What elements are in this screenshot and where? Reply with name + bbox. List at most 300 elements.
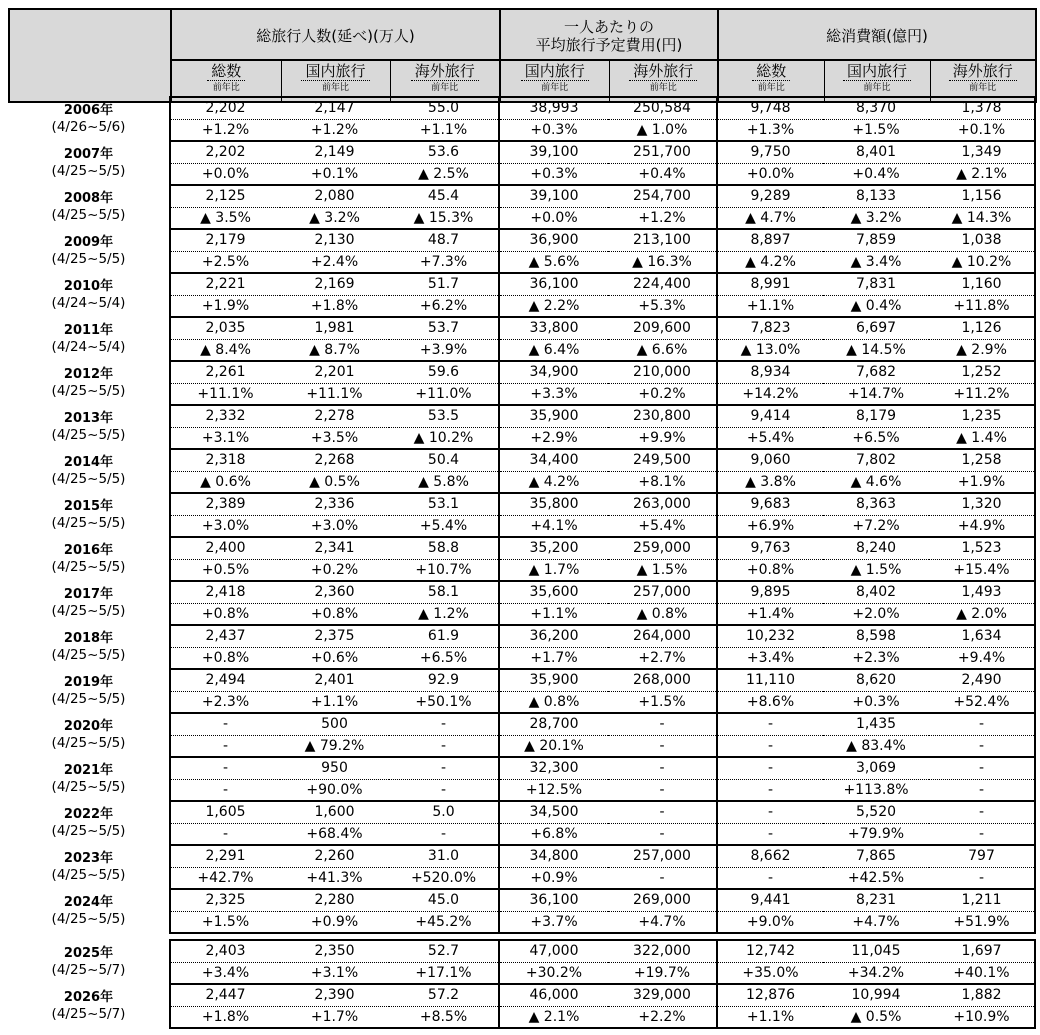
value-cell-total-travelers: 2,291 <box>170 845 280 867</box>
change-cell-domestic-spending: +4.7% <box>823 911 929 933</box>
value-cell-domestic-travelers: 500 <box>280 713 389 735</box>
value-cell-overseas-spending: - <box>929 713 1035 735</box>
value-cell-domestic-spending: 7,831 <box>823 273 929 295</box>
value-cell-total-travelers: 2,437 <box>170 625 280 647</box>
change-cell-total-spending: ▲ 13.0% <box>717 339 823 361</box>
value-cell-overseas-travelers: 45.0 <box>389 889 499 911</box>
change-cell-domestic-cost: +2.9% <box>499 427 608 449</box>
col-header-overseas-spending: 海外旅行 前年比 <box>930 60 1036 102</box>
year-row-values <box>8 537 1035 559</box>
value-cell-domestic-travelers: 2,280 <box>280 889 389 911</box>
period-label: (4/25~5/5) <box>51 471 126 487</box>
change-cell-domestic-cost: +0.0% <box>499 207 608 229</box>
value-cell-overseas-travelers: 61.9 <box>389 625 499 647</box>
change-cell-total-spending: +9.0% <box>717 911 823 933</box>
value-cell-total-spending: 12,742 <box>717 940 823 962</box>
change-cell-domestic-cost: ▲ 1.7% <box>499 559 608 581</box>
value-cell-overseas-travelers: 45.4 <box>389 185 499 207</box>
value-cell-overseas-travelers: 57.2 <box>389 984 499 1006</box>
change-cell-total-spending: - <box>717 735 823 757</box>
value-cell-domestic-cost: 36,200 <box>499 625 608 647</box>
value-cell-overseas-cost: 257,000 <box>608 581 717 603</box>
value-cell-overseas-cost: 269,000 <box>608 889 717 911</box>
change-cell-overseas-spending: +11.2% <box>929 383 1035 405</box>
change-cell-total-spending: +8.6% <box>717 691 823 713</box>
value-cell-overseas-travelers: 52.7 <box>389 940 499 962</box>
change-cell-domestic-cost: ▲ 20.1% <box>499 735 608 757</box>
change-cell-total-spending: +1.3% <box>717 119 823 141</box>
group-header-cost: 一人あたりの 平均旅行予定費用(円) <box>500 9 718 60</box>
value-cell-domestic-travelers: 2,147 <box>280 97 389 119</box>
value-cell-overseas-spending: 1,378 <box>929 97 1035 119</box>
year-label: 2021年 <box>63 763 114 778</box>
value-cell-domestic-cost: 35,600 <box>499 581 608 603</box>
period-label: (4/25~5/5) <box>51 867 126 883</box>
value-cell-total-travelers: 2,261 <box>170 361 280 383</box>
change-cell-domestic-cost: +1.7% <box>499 647 608 669</box>
year-row-values <box>8 141 1035 163</box>
value-cell-domestic-cost: 28,700 <box>499 713 608 735</box>
change-cell-total-spending: +1.4% <box>717 603 823 625</box>
value-cell-total-travelers: 2,325 <box>170 889 280 911</box>
value-cell-overseas-spending: 2,490 <box>929 669 1035 691</box>
value-cell-total-spending: 10,232 <box>717 625 823 647</box>
change-cell-total-spending: +0.8% <box>717 559 823 581</box>
change-cell-domestic-cost: +3.3% <box>499 383 608 405</box>
value-cell-overseas-travelers: 50.4 <box>389 449 499 471</box>
value-cell-overseas-cost: 264,000 <box>608 625 717 647</box>
value-cell-overseas-cost: 224,400 <box>608 273 717 295</box>
year-label: 2023年 <box>63 851 114 866</box>
change-cell-overseas-spending: +40.1% <box>929 962 1035 984</box>
value-cell-overseas-cost: 213,100 <box>608 229 717 251</box>
value-cell-domestic-spending: 7,802 <box>823 449 929 471</box>
value-cell-domestic-travelers: 2,360 <box>280 581 389 603</box>
value-cell-overseas-travelers: 53.6 <box>389 141 499 163</box>
change-cell-overseas-travelers: +50.1% <box>389 691 499 713</box>
change-cell-overseas-spending: - <box>929 867 1035 889</box>
change-cell-domestic-travelers: +1.1% <box>280 691 389 713</box>
group-header-spending: 総消費額(億円) <box>718 9 1036 60</box>
change-cell-overseas-travelers: ▲ 5.8% <box>389 471 499 493</box>
value-cell-overseas-spending: 1,038 <box>929 229 1035 251</box>
value-cell-overseas-travelers: 92.9 <box>389 669 499 691</box>
year-cell <box>8 669 170 713</box>
change-cell-domestic-spending: ▲ 1.5% <box>823 559 929 581</box>
value-cell-total-spending: 9,750 <box>717 141 823 163</box>
year-row-values <box>8 713 1035 735</box>
change-cell-total-travelers: +1.9% <box>170 295 280 317</box>
value-cell-domestic-spending: 8,402 <box>823 581 929 603</box>
period-label: (4/25~5/5) <box>51 383 126 399</box>
change-cell-domestic-cost: ▲ 2.1% <box>499 1006 608 1028</box>
value-cell-domestic-travelers: 2,390 <box>280 984 389 1006</box>
value-cell-total-travelers: 2,447 <box>170 984 280 1006</box>
value-cell-domestic-cost: 39,100 <box>499 141 608 163</box>
year-label: 2022年 <box>63 807 114 822</box>
value-cell-domestic-cost: 33,800 <box>499 317 608 339</box>
year-label: 2009年 <box>63 235 114 250</box>
change-cell-domestic-travelers: ▲ 0.5% <box>280 471 389 493</box>
year-row-values <box>8 625 1035 647</box>
year-row-values <box>8 581 1035 603</box>
value-cell-total-travelers: 2,403 <box>170 940 280 962</box>
change-cell-domestic-spending: +0.3% <box>823 691 929 713</box>
change-cell-domestic-spending: +14.7% <box>823 383 929 405</box>
value-cell-domestic-spending: 5,520 <box>823 801 929 823</box>
value-cell-overseas-spending: 1,156 <box>929 185 1035 207</box>
change-cell-overseas-cost: - <box>608 779 717 801</box>
change-cell-domestic-cost: +0.3% <box>499 163 608 185</box>
change-cell-overseas-travelers: +5.4% <box>389 515 499 537</box>
col-header-overseas-travelers: 海外旅行 前年比 <box>390 60 500 102</box>
change-cell-overseas-travelers: +6.5% <box>389 647 499 669</box>
change-cell-total-travelers: +42.7% <box>170 867 280 889</box>
change-cell-total-travelers: - <box>170 735 280 757</box>
value-cell-total-spending: 9,763 <box>717 537 823 559</box>
year-cell <box>8 625 170 669</box>
change-cell-overseas-travelers: ▲ 15.3% <box>389 207 499 229</box>
change-cell-overseas-spending: - <box>929 779 1035 801</box>
value-cell-overseas-travelers: 59.6 <box>389 361 499 383</box>
change-cell-domestic-travelers: +0.2% <box>280 559 389 581</box>
year-row-values <box>8 889 1035 911</box>
change-cell-total-travelers: ▲ 0.6% <box>170 471 280 493</box>
value-cell-domestic-cost: 38,993 <box>499 97 608 119</box>
value-cell-domestic-travelers: 1,600 <box>280 801 389 823</box>
change-cell-overseas-spending: ▲ 2.9% <box>929 339 1035 361</box>
change-cell-total-travelers: +0.8% <box>170 647 280 669</box>
col-header-domestic-travelers: 国内旅行 前年比 <box>281 60 390 102</box>
change-cell-overseas-cost: - <box>608 735 717 757</box>
change-cell-overseas-travelers: ▲ 1.2% <box>389 603 499 625</box>
value-cell-domestic-spending: 8,620 <box>823 669 929 691</box>
change-cell-total-travelers: +3.4% <box>170 962 280 984</box>
change-cell-total-spending: ▲ 3.8% <box>717 471 823 493</box>
value-cell-domestic-travelers: 2,336 <box>280 493 389 515</box>
value-cell-total-spending: 9,895 <box>717 581 823 603</box>
period-label: (4/25~5/5) <box>51 911 126 927</box>
col-header-domestic-cost: 国内旅行 前年比 <box>500 60 609 102</box>
change-cell-overseas-spending: +15.4% <box>929 559 1035 581</box>
change-cell-overseas-spending: +4.9% <box>929 515 1035 537</box>
change-cell-total-spending: +0.0% <box>717 163 823 185</box>
value-cell-total-spending: 11,110 <box>717 669 823 691</box>
change-cell-overseas-travelers: +7.3% <box>389 251 499 273</box>
change-cell-overseas-cost: ▲ 16.3% <box>608 251 717 273</box>
change-cell-domestic-spending: +0.4% <box>823 163 929 185</box>
change-cell-total-travelers: +1.5% <box>170 911 280 933</box>
change-cell-domestic-travelers: +41.3% <box>280 867 389 889</box>
value-cell-overseas-cost: - <box>608 757 717 779</box>
year-cell <box>8 361 170 405</box>
change-cell-overseas-travelers: +520.0% <box>389 867 499 889</box>
change-cell-domestic-spending: ▲ 0.4% <box>823 295 929 317</box>
change-cell-domestic-travelers: ▲ 79.2% <box>280 735 389 757</box>
value-cell-total-travelers: 2,332 <box>170 405 280 427</box>
value-cell-domestic-travelers: 2,260 <box>280 845 389 867</box>
year-row-values <box>8 97 1035 119</box>
change-cell-total-spending: +14.2% <box>717 383 823 405</box>
change-cell-total-travelers: +0.5% <box>170 559 280 581</box>
year-label: 2025年 <box>63 946 114 961</box>
table-header <box>8 8 1037 103</box>
change-cell-domestic-cost: +0.3% <box>499 119 608 141</box>
value-cell-domestic-travelers: 2,401 <box>280 669 389 691</box>
change-cell-overseas-travelers: ▲ 2.5% <box>389 163 499 185</box>
value-cell-domestic-spending: 3,069 <box>823 757 929 779</box>
change-cell-total-spending: - <box>717 867 823 889</box>
change-cell-overseas-spending: +52.4% <box>929 691 1035 713</box>
change-cell-total-spending: +1.1% <box>717 295 823 317</box>
change-cell-overseas-cost: +8.1% <box>608 471 717 493</box>
change-cell-domestic-spending: +79.9% <box>823 823 929 845</box>
value-cell-overseas-spending: 1,258 <box>929 449 1035 471</box>
value-cell-overseas-cost: - <box>608 713 717 735</box>
value-cell-total-travelers: 2,400 <box>170 537 280 559</box>
change-cell-domestic-cost: +3.7% <box>499 911 608 933</box>
change-cell-domestic-travelers: +0.1% <box>280 163 389 185</box>
value-cell-domestic-travelers: 2,268 <box>280 449 389 471</box>
value-cell-overseas-travelers: 5.0 <box>389 801 499 823</box>
change-cell-domestic-cost: ▲ 4.2% <box>499 471 608 493</box>
change-cell-domestic-spending: +42.5% <box>823 867 929 889</box>
change-cell-overseas-spending: - <box>929 735 1035 757</box>
change-cell-total-travelers: - <box>170 823 280 845</box>
value-cell-total-spending: 9,441 <box>717 889 823 911</box>
change-cell-overseas-travelers: +10.7% <box>389 559 499 581</box>
value-cell-overseas-cost: 257,000 <box>608 845 717 867</box>
year-cell <box>8 889 170 933</box>
value-cell-domestic-cost: 35,900 <box>499 669 608 691</box>
year-cell <box>8 97 170 141</box>
value-cell-overseas-cost: 259,000 <box>608 537 717 559</box>
value-cell-domestic-spending: 1,435 <box>823 713 929 735</box>
col-header-domestic-spending: 国内旅行 前年比 <box>824 60 930 102</box>
period-label: (4/26~5/6) <box>51 119 126 135</box>
year-cell <box>8 141 170 185</box>
year-label: 2015年 <box>63 499 114 514</box>
year-label: 2012年 <box>63 367 114 382</box>
value-cell-total-spending: 9,289 <box>717 185 823 207</box>
change-cell-total-travelers: +3.1% <box>170 427 280 449</box>
value-cell-overseas-spending: 1,160 <box>929 273 1035 295</box>
value-cell-domestic-cost: 36,100 <box>499 889 608 911</box>
period-label: (4/25~5/5) <box>51 691 126 707</box>
value-cell-domestic-spending: 8,401 <box>823 141 929 163</box>
value-cell-total-spending: - <box>717 801 823 823</box>
value-cell-domestic-spending: 7,859 <box>823 229 929 251</box>
value-cell-overseas-spending: 1,126 <box>929 317 1035 339</box>
forecast-row-values <box>8 984 1035 1006</box>
value-cell-domestic-cost: 34,500 <box>499 801 608 823</box>
change-cell-total-spending: ▲ 4.7% <box>717 207 823 229</box>
year-label: 2020年 <box>63 719 114 734</box>
value-cell-domestic-travelers: 2,169 <box>280 273 389 295</box>
change-cell-domestic-spending: ▲ 14.5% <box>823 339 929 361</box>
value-cell-overseas-cost: 250,584 <box>608 97 717 119</box>
change-cell-total-travelers: +3.0% <box>170 515 280 537</box>
period-label: (4/25~5/5) <box>51 823 126 839</box>
value-cell-domestic-spending: 7,682 <box>823 361 929 383</box>
group-header-travelers: 総旅行人数(延べ)(万人) <box>171 9 500 60</box>
year-label: 2010年 <box>63 279 114 294</box>
value-cell-overseas-travelers: 31.0 <box>389 845 499 867</box>
change-cell-overseas-spending: ▲ 14.3% <box>929 207 1035 229</box>
change-cell-total-spending: +35.0% <box>717 962 823 984</box>
value-cell-domestic-travelers: 2,278 <box>280 405 389 427</box>
value-cell-overseas-cost: 322,000 <box>608 940 717 962</box>
value-cell-total-spending: 8,991 <box>717 273 823 295</box>
value-cell-domestic-cost: 34,800 <box>499 845 608 867</box>
value-cell-total-travelers: 2,494 <box>170 669 280 691</box>
year-cell <box>8 713 170 757</box>
value-cell-domestic-cost: 35,900 <box>499 405 608 427</box>
year-row-values <box>8 317 1035 339</box>
change-cell-domestic-spending: ▲ 4.6% <box>823 471 929 493</box>
period-label: (4/24~5/4) <box>51 339 126 355</box>
period-label: (4/25~5/7) <box>51 962 126 978</box>
change-cell-total-spending: +6.9% <box>717 515 823 537</box>
value-cell-overseas-travelers: 58.1 <box>389 581 499 603</box>
year-row-values <box>8 229 1035 251</box>
value-cell-total-travelers: 2,221 <box>170 273 280 295</box>
year-row-values <box>8 185 1035 207</box>
year-cell <box>8 317 170 361</box>
change-cell-domestic-spending: +7.2% <box>823 515 929 537</box>
change-cell-total-spending: ▲ 4.2% <box>717 251 823 273</box>
change-cell-overseas-spending: +0.1% <box>929 119 1035 141</box>
period-label: (4/25~5/7) <box>51 1006 126 1022</box>
change-cell-overseas-travelers: ▲ 10.2% <box>389 427 499 449</box>
period-label: (4/25~5/5) <box>51 427 126 443</box>
change-cell-domestic-travelers: +68.4% <box>280 823 389 845</box>
change-cell-overseas-spending: - <box>929 823 1035 845</box>
change-cell-overseas-spending: ▲ 2.1% <box>929 163 1035 185</box>
change-cell-domestic-cost: ▲ 0.8% <box>499 691 608 713</box>
period-label: (4/25~5/5) <box>51 647 126 663</box>
value-cell-total-spending: 8,662 <box>717 845 823 867</box>
change-cell-overseas-cost: +1.2% <box>608 207 717 229</box>
change-cell-overseas-travelers: +6.2% <box>389 295 499 317</box>
change-cell-domestic-spending: +1.5% <box>823 119 929 141</box>
change-cell-domestic-spending: ▲ 3.2% <box>823 207 929 229</box>
value-cell-overseas-travelers: - <box>389 757 499 779</box>
year-label: 2016年 <box>63 543 114 558</box>
value-cell-overseas-cost: 209,600 <box>608 317 717 339</box>
change-cell-domestic-cost: +1.1% <box>499 603 608 625</box>
change-cell-total-spending: +1.1% <box>717 1006 823 1028</box>
year-row-values <box>8 669 1035 691</box>
change-cell-domestic-travelers: +0.8% <box>280 603 389 625</box>
change-cell-domestic-cost: ▲ 5.6% <box>499 251 608 273</box>
period-label: (4/25~5/5) <box>51 735 126 751</box>
value-cell-domestic-travelers: 2,375 <box>280 625 389 647</box>
value-cell-domestic-travelers: 2,149 <box>280 141 389 163</box>
period-label: (4/25~5/5) <box>51 559 126 575</box>
value-cell-overseas-spending: 1,349 <box>929 141 1035 163</box>
value-cell-domestic-spending: 8,179 <box>823 405 929 427</box>
year-cell <box>8 405 170 449</box>
value-cell-total-spending: 8,897 <box>717 229 823 251</box>
change-cell-total-travelers: +11.1% <box>170 383 280 405</box>
year-cell <box>8 537 170 581</box>
change-cell-overseas-spending: +11.8% <box>929 295 1035 317</box>
change-cell-domestic-travelers: +90.0% <box>280 779 389 801</box>
year-row-values <box>8 405 1035 427</box>
header-corner <box>9 9 171 102</box>
value-cell-domestic-spending: 7,865 <box>823 845 929 867</box>
value-cell-overseas-spending: 1,493 <box>929 581 1035 603</box>
value-cell-total-spending: 7,823 <box>717 317 823 339</box>
change-cell-domestic-travelers: +0.6% <box>280 647 389 669</box>
change-cell-overseas-spending: +51.9% <box>929 911 1035 933</box>
value-cell-overseas-spending: 1,235 <box>929 405 1035 427</box>
change-cell-domestic-travelers: +3.0% <box>280 515 389 537</box>
year-cell <box>8 581 170 625</box>
value-cell-total-travelers: 2,389 <box>170 493 280 515</box>
value-cell-overseas-travelers: 53.7 <box>389 317 499 339</box>
change-cell-overseas-travelers: - <box>389 735 499 757</box>
change-cell-overseas-cost: +5.4% <box>608 515 717 537</box>
value-cell-overseas-spending: 1,211 <box>929 889 1035 911</box>
change-cell-overseas-cost: +4.7% <box>608 911 717 933</box>
period-label: (4/25~5/5) <box>51 515 126 531</box>
value-cell-overseas-spending: 1,634 <box>929 625 1035 647</box>
value-cell-overseas-cost: 230,800 <box>608 405 717 427</box>
change-cell-domestic-travelers: +0.9% <box>280 911 389 933</box>
year-row-values <box>8 845 1035 867</box>
value-cell-overseas-spending: 797 <box>929 845 1035 867</box>
value-cell-domestic-cost: 34,400 <box>499 449 608 471</box>
value-cell-total-travelers: 2,318 <box>170 449 280 471</box>
value-cell-overseas-travelers: 58.8 <box>389 537 499 559</box>
value-cell-total-travelers: 2,418 <box>170 581 280 603</box>
period-label: (4/25~5/5) <box>51 207 126 223</box>
change-cell-overseas-spending: +10.9% <box>929 1006 1035 1028</box>
value-cell-overseas-cost: 268,000 <box>608 669 717 691</box>
year-row-values <box>8 801 1035 823</box>
change-cell-overseas-cost: ▲ 6.6% <box>608 339 717 361</box>
change-cell-domestic-spending: ▲ 0.5% <box>823 1006 929 1028</box>
value-cell-total-travelers: 2,179 <box>170 229 280 251</box>
year-cell <box>8 185 170 229</box>
change-cell-domestic-cost: ▲ 2.2% <box>499 295 608 317</box>
change-cell-overseas-spending: +1.9% <box>929 471 1035 493</box>
change-cell-overseas-cost: ▲ 0.8% <box>608 603 717 625</box>
value-cell-overseas-cost: 329,000 <box>608 984 717 1006</box>
change-cell-overseas-travelers: +8.5% <box>389 1006 499 1028</box>
year-cell <box>8 984 170 1028</box>
change-cell-domestic-travelers: ▲ 8.7% <box>280 339 389 361</box>
year-row-values <box>8 493 1035 515</box>
value-cell-domestic-spending: 8,231 <box>823 889 929 911</box>
change-cell-domestic-spending: +2.0% <box>823 603 929 625</box>
year-cell <box>8 273 170 317</box>
change-cell-domestic-spending: ▲ 3.4% <box>823 251 929 273</box>
change-cell-overseas-spending: ▲ 10.2% <box>929 251 1035 273</box>
value-cell-domestic-spending: 8,133 <box>823 185 929 207</box>
year-row-values <box>8 757 1035 779</box>
value-cell-total-travelers: - <box>170 713 280 735</box>
table-body-actuals <box>8 96 1036 934</box>
change-cell-overseas-spending: ▲ 2.0% <box>929 603 1035 625</box>
change-cell-total-travelers: - <box>170 779 280 801</box>
change-cell-overseas-travelers: +17.1% <box>389 962 499 984</box>
year-label: 2007年 <box>63 147 114 162</box>
value-cell-domestic-travelers: 2,341 <box>280 537 389 559</box>
change-cell-domestic-spending: +2.3% <box>823 647 929 669</box>
